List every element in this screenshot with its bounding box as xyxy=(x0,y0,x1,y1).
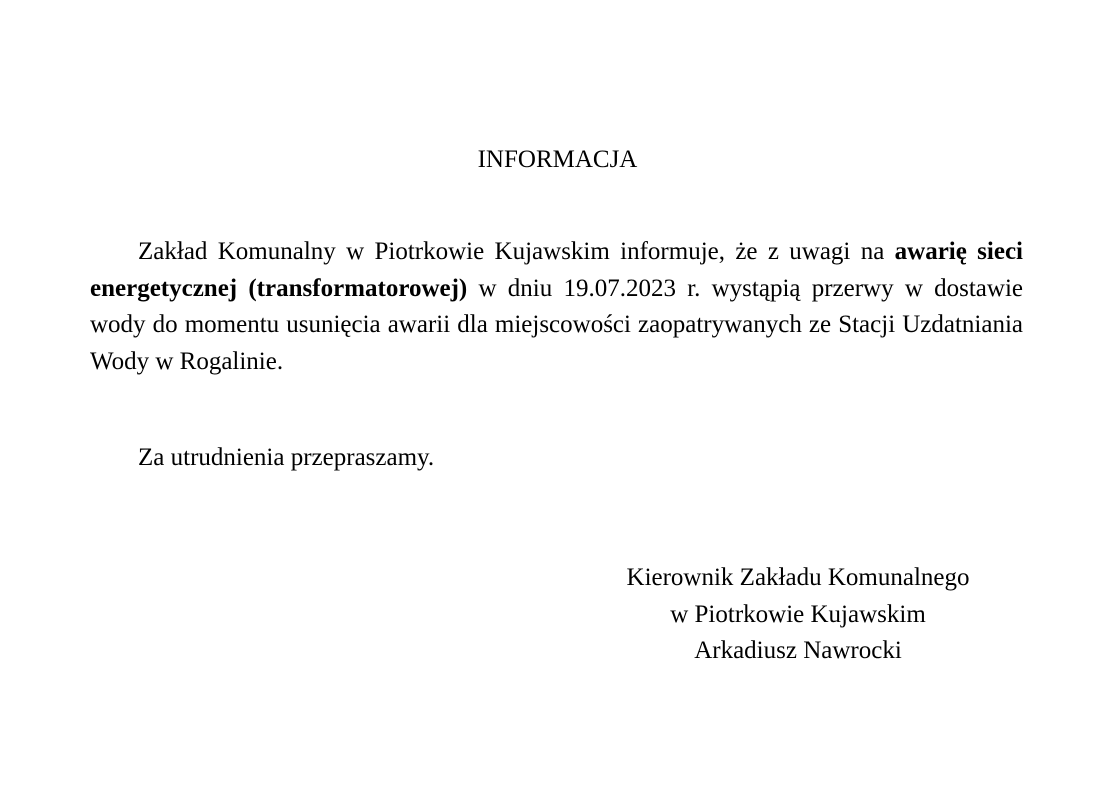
signature-block xyxy=(578,560,1018,670)
page-title: INFORMACJA xyxy=(477,146,638,173)
signature-position: Kierownik Zakładu Komunalnego xyxy=(626,564,970,591)
signature-location: w Piotrkowie Kujawskim xyxy=(670,600,926,628)
paragraph-emphasis: awarię sieci energetycznej (transformatorowej) xyxy=(90,238,1023,302)
signature-name: Arkadiusz Nawrocki xyxy=(694,637,902,664)
paragraph-intro: Zakład Komunalny w Piotrkowie Kujawskim informuje, że z uwagi na xyxy=(138,238,895,265)
apology-text: Za utrudnienia przepraszamy. xyxy=(138,444,435,471)
announcement-paragraph xyxy=(90,234,1023,380)
paragraph-rest: w dniu 19.07.2023 r. wystąpią przerwy w dostawie wody do momentu usunięcia awarii dla miejscowości zaopatrywanych ze Stacji Uzdatniania Wody w Rogalinie. xyxy=(90,274,1023,375)
